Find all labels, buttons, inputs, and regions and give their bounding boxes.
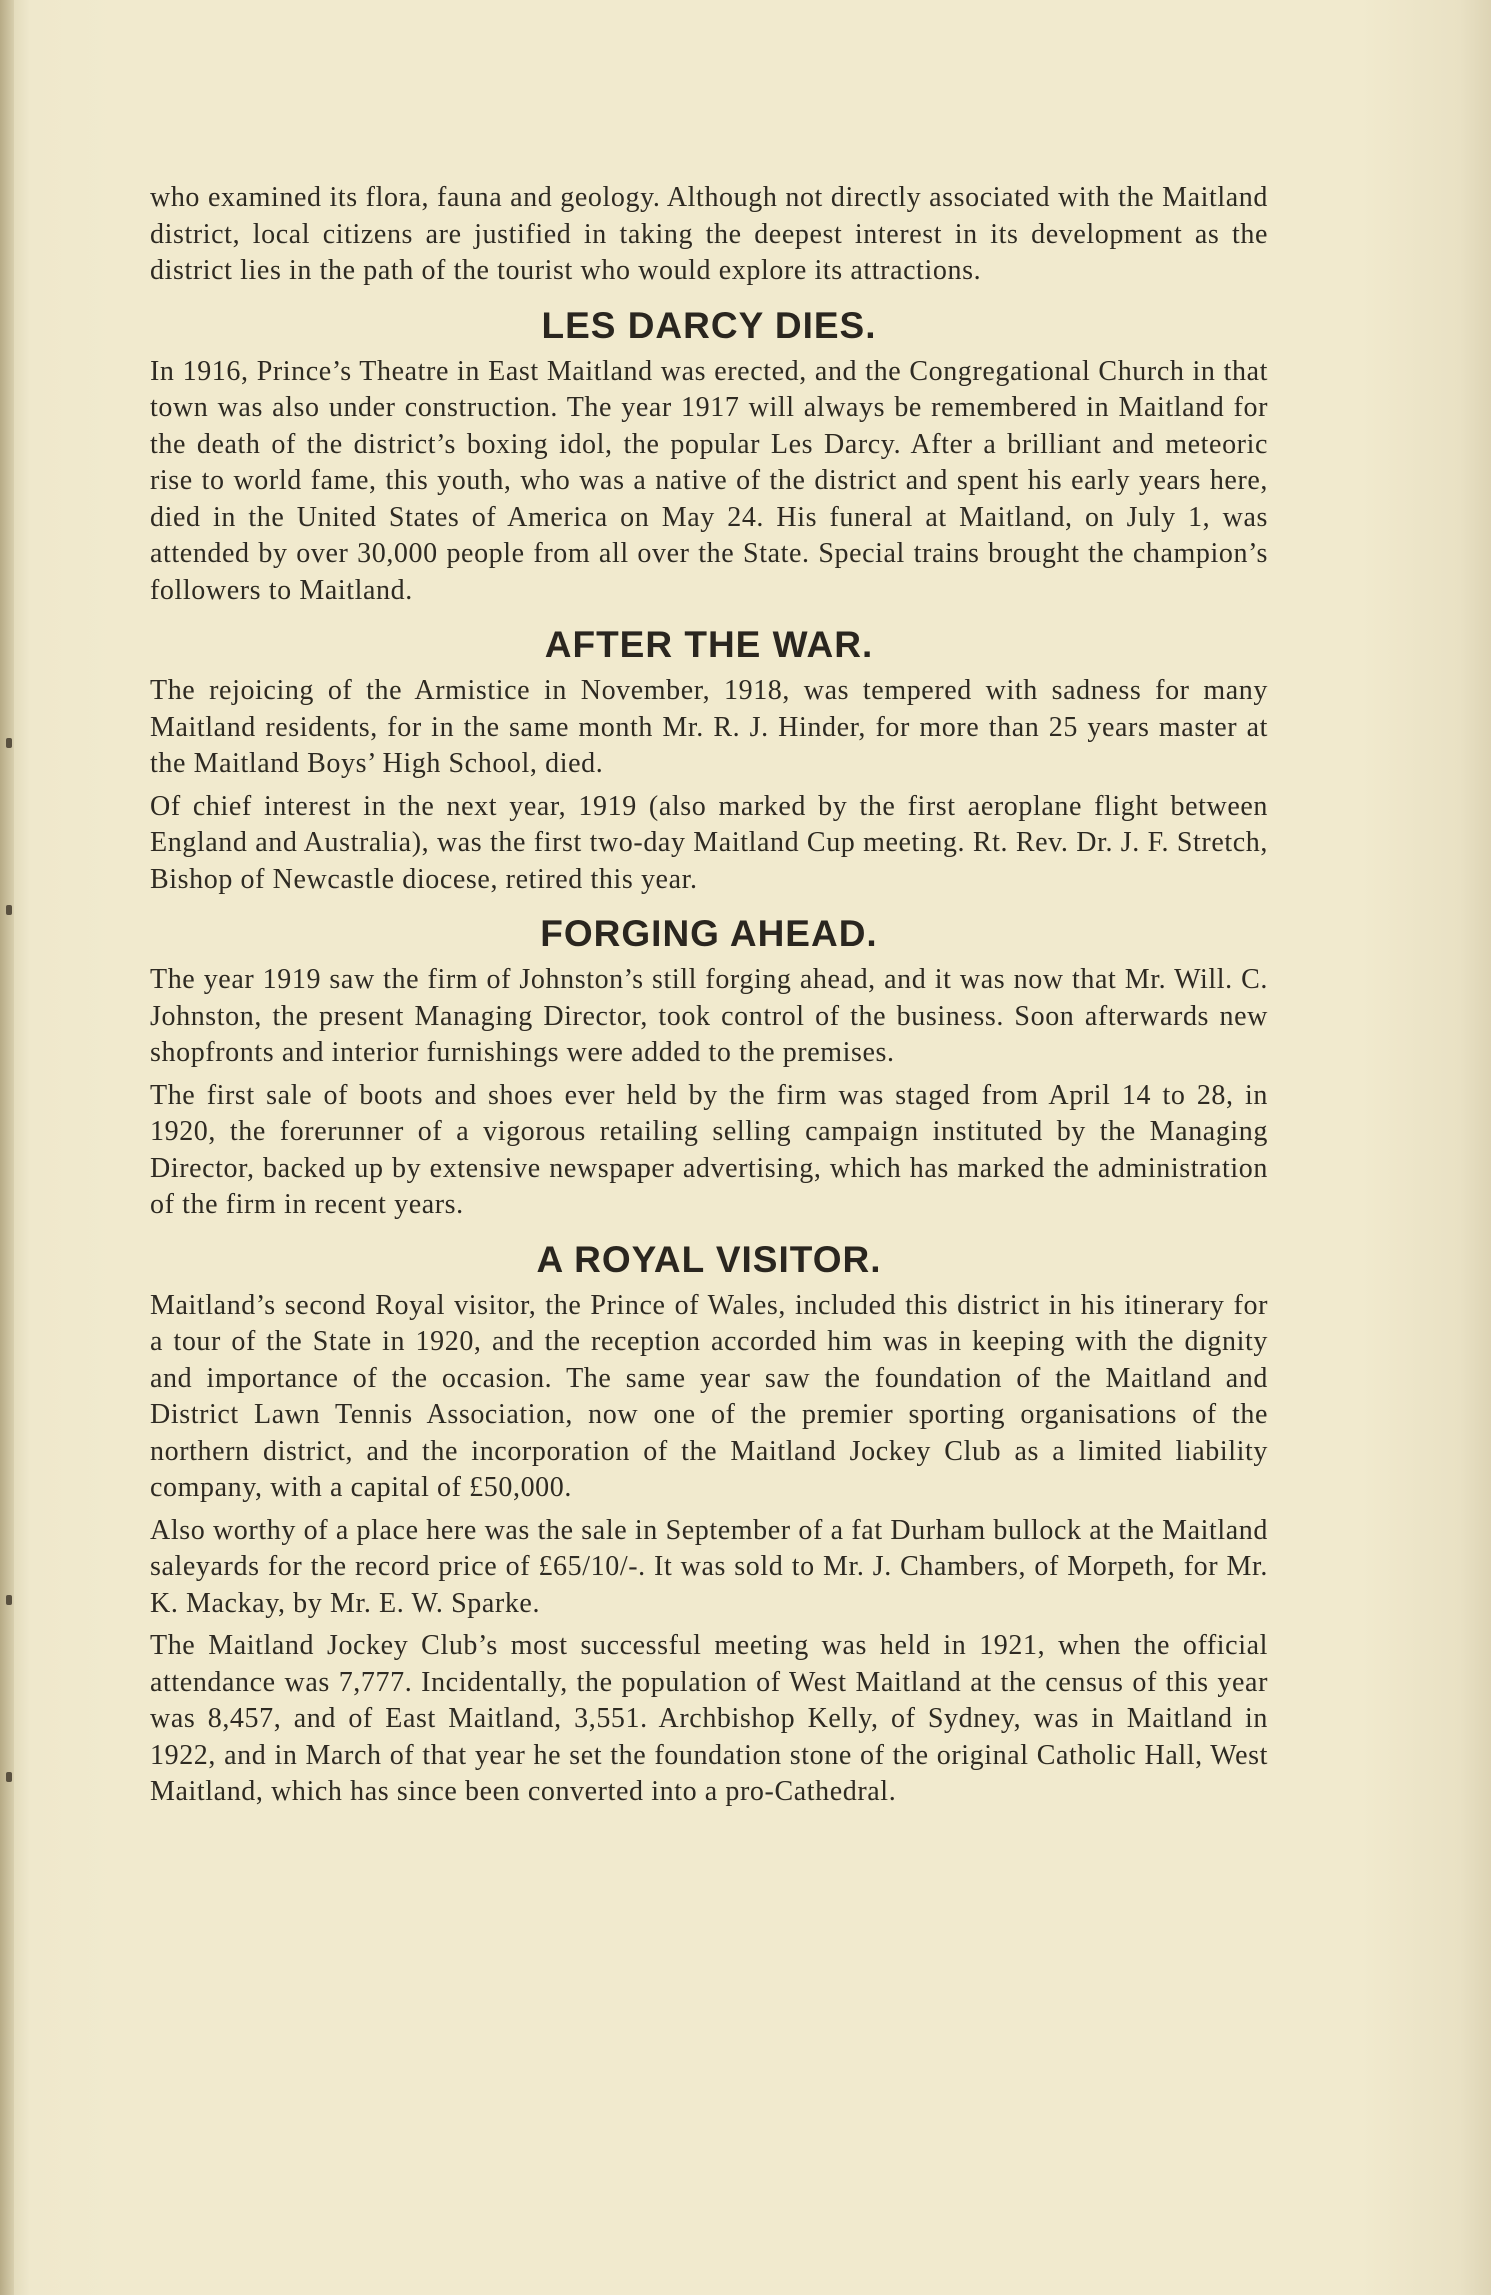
heading-after-the-war: AFTER THE WAR.: [544, 624, 874, 665]
margin-mark: [6, 1595, 12, 1605]
paragraph: The year 1919 saw the firm of Johnston’s still forging ahead, and it was now that Mr. Will. C. Johnston, the present Managing Director, took control of the business. Soon afterwards new shopfronts and interior furnishings were added to the premises.: [150, 964, 1268, 1068]
page-binding-edge: [0, 0, 14, 2295]
margin-mark: [6, 1772, 12, 1782]
paragraph: The rejoicing of the Armistice in November, 1918, was tempered with sadness for many Maitland residents, for in the same month Mr. R. J. Hinder, for more than 25 years master at the Maitland Boys’ High School, died.: [150, 675, 1268, 779]
paragraph: The first sale of boots and shoes ever held by the firm was staged from April 14 to 28, in 1920, the forerunner of a vigorous retailing selling campaign instituted by the Managing Director, backed up by extensive newspaper advertising, which has marked the administration of the firm in recent years.: [150, 1079, 1268, 1220]
intro-paragraph: who examined its flora, fauna and geology. Although not directly associated with the Maitland district, local citizens are justified in taking the deepest interest in its development as the district lies in the path of the tourist who would explore its attractions.: [150, 182, 1268, 286]
margin-mark: [6, 738, 12, 748]
paragraph: Of chief interest in the next year, 1919 (also marked by the first aeroplane flight between England and Australia), was the first two-day Maitland Cup meeting. Rt. Rev. Dr. J. F. Stretch, Bishop of Newcastle diocese, retired this year.: [150, 790, 1268, 895]
heading-les-darcy-dies: LES DARCY DIES.: [541, 304, 877, 346]
paragraph: Also worthy of a place here was the sale in September of a fat Durham bullock at the Maitland saleyards for the record price of £65/10/-. It was sold to Mr. J. Chambers, of Morpeth, for Mr. K. Mackay, by Mr. E. W. Sparke.: [150, 1514, 1268, 1619]
paragraph: In 1916, Prince’s Theatre in East Maitland was erected, and the Congregational Church in that town was also under construction. The year 1917 will always be remembered in Maitland for the death of the district’s boxing idol, the popular Les Darcy. After a brilliant and meteoric rise to world fame, this youth, who was a native of the district and spent his early years here, died in the United States of America on May 24. His funeral at Maitland, on July 1, was attended by over 30,000 people from all over the State. Special trains brought the champion’s followers to Maitland.: [150, 355, 1268, 606]
article-body: [150, 180, 1268, 1817]
paragraph: Maitland’s second Royal visitor, the Prince of Wales, included this district in his itinerary for a tour of the State in 1920, and the reception accorded him was in keeping with the dignity and importance of the occasion. The same year saw the foundation of the Maitland and District Lawn Tennis Association, now one of the premier sporting organisations of the northern district, and the incorporation of the Maitland Jockey Club as a limited liability company, with a capital of £50,000.: [150, 1289, 1268, 1503]
paragraph: The Maitland Jockey Club’s most successful meeting was held in 1921, when the official attendance was 7,777. Incidentally, the population of West Maitland at the census of this year was 8,457, and of East Maitland, 3,551. Archbishop Kelly, of Sydney, was in Maitland in 1922, and in March of that year he set the foundation stone of the original Catholic Hall, West Maitland, which has since been converted into a pro-Cathedral.: [150, 1630, 1268, 1807]
heading-forging-ahead: FORGING AHEAD.: [540, 913, 878, 954]
heading-a-royal-visitor: A ROYAL VISITOR.: [536, 1238, 882, 1280]
margin-mark: [6, 905, 12, 915]
